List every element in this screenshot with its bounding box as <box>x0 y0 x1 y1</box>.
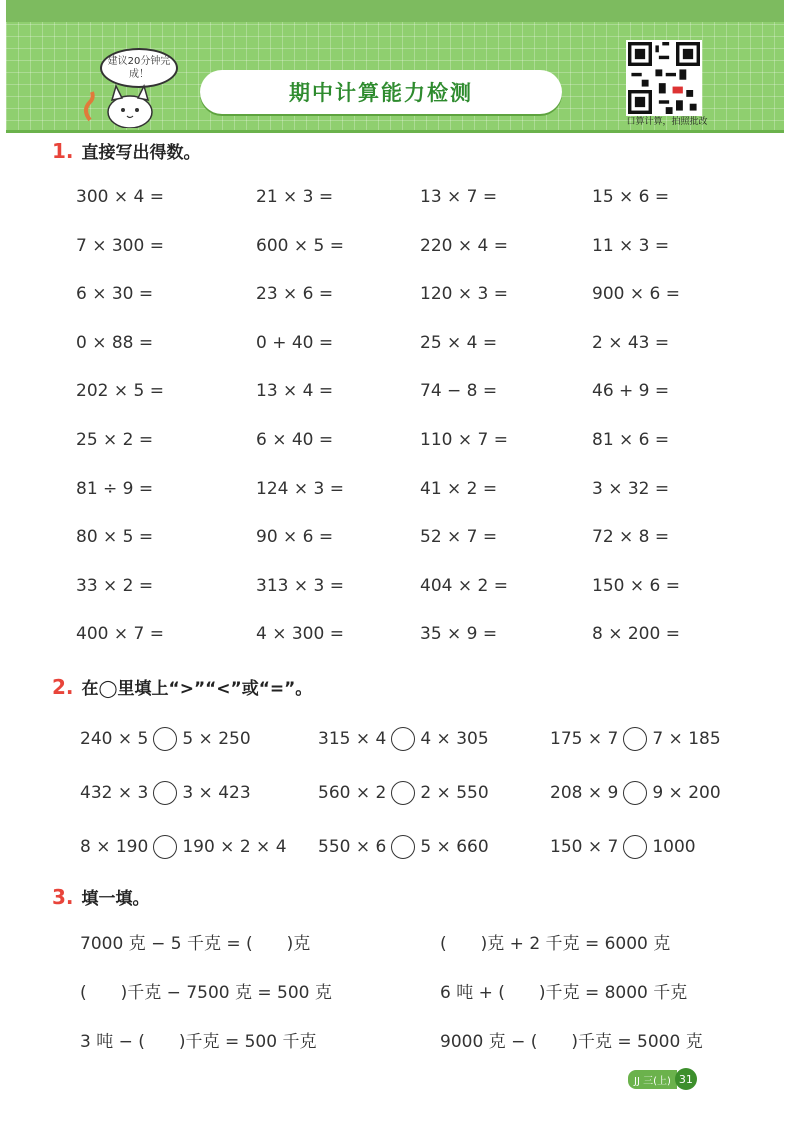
compare-left: 240 × 5 <box>80 729 149 749</box>
fill-blank-item: ( )千克 − 7500 克 = 500 克 <box>80 983 332 1003</box>
calc-item: 52 × 7 = <box>420 527 498 548</box>
compare-item <box>318 830 550 864</box>
compare-right: 5 × 660 <box>420 837 489 857</box>
cat-illustration-icon <box>80 80 160 128</box>
bubble-text: 建议20分钟完成！ <box>107 56 171 80</box>
section-2-number: 2. <box>52 675 74 699</box>
section-1-heading <box>52 138 201 163</box>
fill-blank-item: 9000 克 − ( )千克 = 5000 克 <box>440 1032 703 1052</box>
calc-item: 13 × 7 = <box>420 187 498 207</box>
compare-left: 432 × 3 <box>80 783 149 803</box>
compare-left: 550 × 6 <box>318 837 387 857</box>
compare-item <box>80 830 318 864</box>
calc-item: 13 × 4 = <box>256 381 334 402</box>
answer-circle-icon[interactable] <box>391 781 415 805</box>
calc-item: 124 × 3 = <box>256 478 344 499</box>
calc-item: 150 × 6 = <box>592 575 680 596</box>
answer-circle-icon[interactable] <box>623 727 647 751</box>
compare-right: 190 × 2 × 4 <box>182 837 287 857</box>
calc-item: 33 × 2 = <box>76 575 154 596</box>
calc-item: 81 ÷ 9 = <box>76 478 154 499</box>
section-1-number: 1. <box>52 139 74 163</box>
page-footer <box>628 1068 697 1090</box>
calc-item: 23 × 6 = <box>256 284 334 305</box>
section-2-title: 在◯里填上“>”“<”或“=”。 <box>81 679 313 699</box>
calc-item: 21 × 3 = <box>256 187 334 207</box>
answer-circle-icon[interactable] <box>623 781 647 805</box>
calc-item: 25 × 2 = <box>76 429 154 450</box>
compare-left: 315 × 4 <box>318 729 387 749</box>
section-1-title: 直接写出得数。 <box>81 143 201 163</box>
calc-item: 0 + 40 = <box>256 332 334 353</box>
fill-blank-item: 3 吨 − ( )千克 = 500 千克 <box>80 1032 317 1052</box>
section-3-title: 填一填。 <box>81 889 150 909</box>
header-top-strip <box>6 0 784 22</box>
compare-right: 7 × 185 <box>652 729 721 749</box>
calc-item: 15 × 6 = <box>592 187 670 207</box>
calc-item: 74 − 8 = <box>420 381 498 402</box>
calc-item: 46 + 9 = <box>592 381 670 402</box>
compare-left: 560 × 2 <box>318 783 387 803</box>
compare-item <box>80 722 318 756</box>
calc-item: 110 × 7 = <box>420 429 508 450</box>
section-1-grid <box>76 184 776 647</box>
calc-item: 6 × 30 = <box>76 284 154 305</box>
answer-circle-icon[interactable] <box>153 835 177 859</box>
compare-item <box>550 776 780 810</box>
calc-item: 202 × 5 = <box>76 381 164 402</box>
compare-item <box>318 722 550 756</box>
grade-tag: JJ 三(上) <box>628 1070 677 1089</box>
answer-circle-icon[interactable] <box>391 835 415 859</box>
calc-item: 11 × 3 = <box>592 235 670 256</box>
calc-item: 220 × 4 = <box>420 235 508 256</box>
calc-item: 35 × 9 = <box>420 624 498 645</box>
calc-item: 0 × 88 = <box>76 332 154 353</box>
calc-item: 400 × 7 = <box>76 624 164 645</box>
calc-item: 313 × 3 = <box>256 575 344 596</box>
calc-item: 72 × 8 = <box>592 527 670 548</box>
compare-right: 4 × 305 <box>420 729 489 749</box>
compare-item <box>550 722 780 756</box>
calc-item: 7 × 300 = <box>76 235 164 256</box>
calc-item: 90 × 6 = <box>256 527 334 548</box>
section-3-number: 3. <box>52 885 74 909</box>
calc-item: 4 × 300 = <box>256 624 344 645</box>
page-number: 31 <box>675 1068 697 1090</box>
compare-right: 5 × 250 <box>182 729 251 749</box>
compare-right: 1000 <box>652 837 696 857</box>
fill-blank-item: 7000 克 − 5 千克 = ( )克 <box>80 934 311 954</box>
compare-right: 2 × 550 <box>420 783 489 803</box>
calc-item: 600 × 5 = <box>256 235 344 256</box>
compare-right: 9 × 200 <box>652 783 721 803</box>
section-2-heading <box>52 674 312 699</box>
compare-item <box>550 830 780 864</box>
section-2-grid <box>80 722 780 864</box>
calc-item: 80 × 5 = <box>76 527 154 548</box>
calc-item: 300 × 4 = <box>76 187 164 207</box>
section-3-heading <box>52 884 150 909</box>
calc-item: 900 × 6 = <box>592 284 680 305</box>
calc-item: 6 × 40 = <box>256 429 334 450</box>
qr-code-icon[interactable] <box>626 40 702 116</box>
calc-item: 41 × 2 = <box>420 478 498 499</box>
fill-blank-item: ( )克 + 2 千克 = 6000 克 <box>440 934 671 954</box>
calc-item: 25 × 4 = <box>420 332 498 353</box>
compare-right: 3 × 423 <box>182 783 251 803</box>
compare-left: 150 × 7 <box>550 837 619 857</box>
qr-caption: 口算计算，拍照批改 <box>626 117 708 127</box>
answer-circle-icon[interactable] <box>391 727 415 751</box>
answer-circle-icon[interactable] <box>153 781 177 805</box>
compare-left: 208 × 9 <box>550 783 619 803</box>
section-3-grid <box>80 930 780 1056</box>
answer-circle-icon[interactable] <box>623 835 647 859</box>
calc-item: 120 × 3 = <box>420 284 508 305</box>
calc-item: 8 × 200 = <box>592 624 680 645</box>
page-title: 期中计算能力检测 <box>289 81 473 105</box>
calc-item: 81 × 6 = <box>592 429 670 450</box>
fill-blank-item: 6 吨 + ( )千克 = 8000 千克 <box>440 983 688 1003</box>
compare-left: 8 × 190 <box>80 837 149 857</box>
calc-item: 2 × 43 = <box>592 332 670 353</box>
compare-left: 175 × 7 <box>550 729 619 749</box>
calc-item: 3 × 32 = <box>592 478 670 499</box>
calc-item: 404 × 2 = <box>420 575 508 596</box>
compare-item <box>80 776 318 810</box>
page-title-pill <box>200 70 562 114</box>
compare-item <box>318 776 550 810</box>
answer-circle-icon[interactable] <box>153 727 177 751</box>
